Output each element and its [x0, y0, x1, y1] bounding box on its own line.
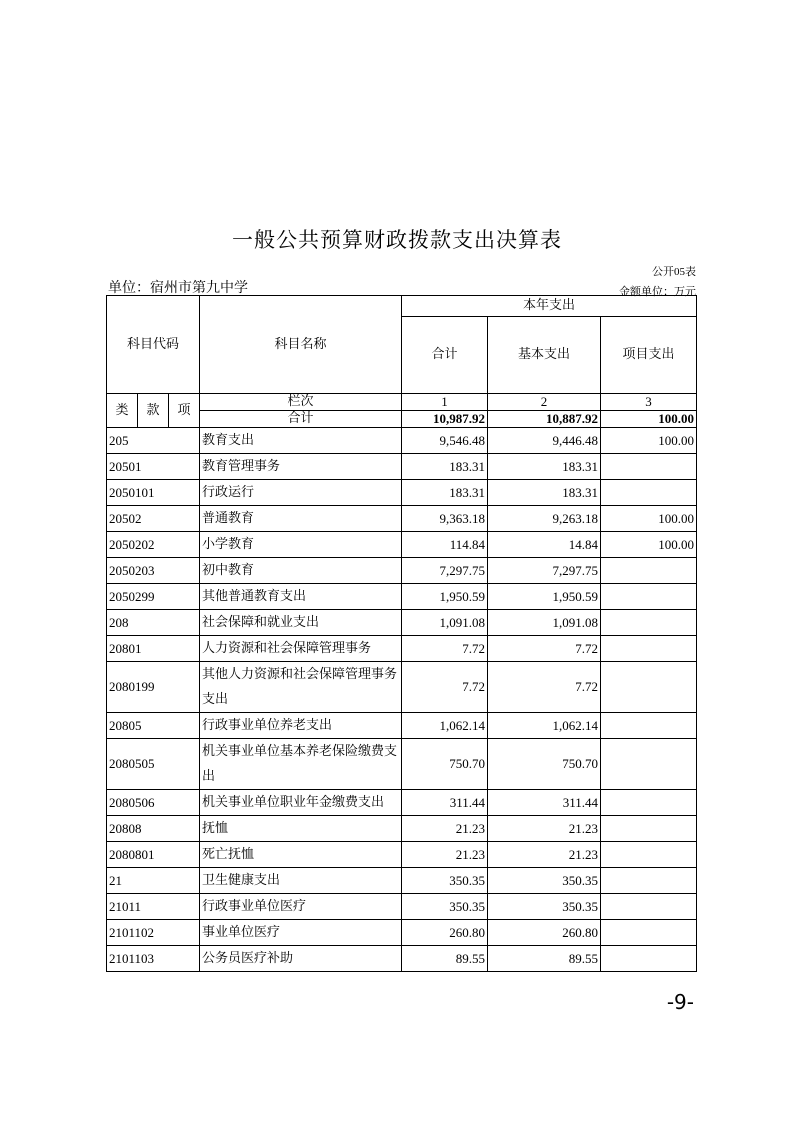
basic-cell: 1,062.14	[488, 713, 601, 739]
project-cell	[601, 946, 697, 972]
basic-cell: 7.72	[488, 636, 601, 662]
table-row	[107, 558, 697, 584]
basic-cell: 750.70	[488, 739, 601, 790]
table-row	[107, 713, 697, 739]
basic-cell: 1,091.08	[488, 610, 601, 636]
project-cell	[601, 894, 697, 920]
column-index-1: 1	[402, 394, 488, 411]
subject-name-cell: 其他普通教育支出	[200, 584, 402, 610]
basic-cell: 350.35	[488, 894, 601, 920]
subject-code-cell: 2080505	[107, 739, 200, 790]
table-row	[107, 584, 697, 610]
project-cell: 100.00	[601, 506, 697, 532]
subject-code-cell: 20501	[107, 454, 200, 480]
total-row-total: 10,987.92	[402, 411, 488, 428]
subject-name-cell: 初中教育	[200, 558, 402, 584]
total-cell: 750.70	[402, 739, 488, 790]
project-cell	[601, 920, 697, 946]
subject-code-cell: 20808	[107, 816, 200, 842]
subject-name-cell: 卫生健康支出	[200, 868, 402, 894]
amount-unit-label: 金额单位：万元	[619, 286, 696, 298]
subject-name-cell: 小学教育	[200, 532, 402, 558]
total-row-project: 100.00	[601, 411, 697, 428]
lei-header: 类	[107, 394, 138, 428]
project-cell	[601, 610, 697, 636]
total-cell: 1,091.08	[402, 610, 488, 636]
basic-cell: 1,950.59	[488, 584, 601, 610]
subject-code-cell: 2050202	[107, 532, 200, 558]
basic-cell: 350.35	[488, 868, 601, 894]
subject-code-cell: 20805	[107, 713, 200, 739]
total-row-basic: 10,887.92	[488, 411, 601, 428]
table-row	[107, 662, 697, 713]
subject-code-cell: 21011	[107, 894, 200, 920]
total-cell: 183.31	[402, 454, 488, 480]
project-cell	[601, 816, 697, 842]
subject-name-cell: 抚恤	[200, 816, 402, 842]
project-header: 项目支出	[601, 317, 697, 394]
project-cell	[601, 739, 697, 790]
basic-cell: 7.72	[488, 662, 601, 713]
page-title: 一般公共预算财政拨款支出决算表	[232, 228, 562, 252]
subject-name-cell: 行政运行	[200, 480, 402, 506]
basic-cell: 183.31	[488, 454, 601, 480]
current-year-header: 本年支出	[402, 296, 697, 317]
page-number: -9-	[666, 990, 694, 1014]
total-cell: 1,062.14	[402, 713, 488, 739]
total-cell: 89.55	[402, 946, 488, 972]
basic-cell: 311.44	[488, 790, 601, 816]
basic-cell: 9,446.48	[488, 428, 601, 454]
subject-name-cell: 机关事业单位基本养老保险缴费支出	[200, 739, 402, 790]
project-cell	[601, 584, 697, 610]
project-cell	[601, 454, 697, 480]
total-header: 合计	[402, 317, 488, 394]
subject-code-cell: 2050101	[107, 480, 200, 506]
subject-code-cell: 2080199	[107, 662, 200, 713]
total-row-label: 合计	[200, 411, 402, 428]
table-row	[107, 428, 697, 454]
table-row	[107, 532, 697, 558]
project-cell	[601, 480, 697, 506]
basic-cell: 183.31	[488, 480, 601, 506]
total-cell: 7.72	[402, 662, 488, 713]
subject-name-cell: 普通教育	[200, 506, 402, 532]
column-index-label: 栏次	[200, 394, 402, 411]
subject-name-cell: 事业单位医疗	[200, 920, 402, 946]
name-header: 科目名称	[200, 296, 402, 394]
column-index-3: 3	[601, 394, 697, 411]
subject-name-cell: 教育管理事务	[200, 454, 402, 480]
total-cell: 21.23	[402, 816, 488, 842]
project-cell: 100.00	[601, 428, 697, 454]
table-row	[107, 868, 697, 894]
table-row	[107, 610, 697, 636]
subject-code-cell: 20502	[107, 506, 200, 532]
project-cell	[601, 790, 697, 816]
basic-cell: 21.23	[488, 842, 601, 868]
subject-name-cell: 行政事业单位医疗	[200, 894, 402, 920]
basic-cell: 7,297.75	[488, 558, 601, 584]
subject-code-cell: 2080801	[107, 842, 200, 868]
table-row	[107, 894, 697, 920]
subject-code-cell: 205	[107, 428, 200, 454]
total-cell: 350.35	[402, 894, 488, 920]
subject-name-cell: 社会保障和就业支出	[200, 610, 402, 636]
project-cell: 100.00	[601, 532, 697, 558]
table-row	[107, 480, 697, 506]
subject-name-cell: 行政事业单位养老支出	[200, 713, 402, 739]
project-cell	[601, 868, 697, 894]
table-row	[107, 816, 697, 842]
basic-cell: 14.84	[488, 532, 601, 558]
subject-code-cell: 2080506	[107, 790, 200, 816]
subject-code-cell: 208	[107, 610, 200, 636]
subject-name-cell: 教育支出	[200, 428, 402, 454]
table-row	[107, 506, 697, 532]
table-row	[107, 454, 697, 480]
basic-cell: 9,263.18	[488, 506, 601, 532]
project-cell	[601, 558, 697, 584]
subject-code-cell: 2050203	[107, 558, 200, 584]
total-cell: 9,363.18	[402, 506, 488, 532]
total-cell: 311.44	[402, 790, 488, 816]
subject-code-cell: 2101103	[107, 946, 200, 972]
subject-name-cell: 机关事业单位职业年金缴费支出	[200, 790, 402, 816]
code-header: 科目代码	[107, 296, 200, 394]
subject-code-cell: 2101102	[107, 920, 200, 946]
table-row	[107, 920, 697, 946]
total-cell: 350.35	[402, 868, 488, 894]
subject-name-cell: 其他人力资源和社会保障管理事务支出	[200, 662, 402, 713]
total-cell: 183.31	[402, 480, 488, 506]
basic-cell: 21.23	[488, 816, 601, 842]
subject-name-cell: 公务员医疗补助	[200, 946, 402, 972]
form-number: 公开05表	[652, 266, 696, 278]
basic-cell: 260.80	[488, 920, 601, 946]
project-cell	[601, 713, 697, 739]
total-cell: 9,546.48	[402, 428, 488, 454]
project-cell	[601, 842, 697, 868]
project-cell	[601, 636, 697, 662]
total-cell: 260.80	[402, 920, 488, 946]
table-row	[107, 946, 697, 972]
basic-header: 基本支出	[488, 317, 601, 394]
table-row	[107, 636, 697, 662]
subject-code-cell: 21	[107, 868, 200, 894]
total-cell: 7,297.75	[402, 558, 488, 584]
table-row	[107, 790, 697, 816]
kuan-header: 款	[138, 394, 169, 428]
subject-name-cell: 死亡抚恤	[200, 842, 402, 868]
table-row	[107, 739, 697, 790]
subject-name-cell: 人力资源和社会保障管理事务	[200, 636, 402, 662]
table-row	[107, 842, 697, 868]
total-cell: 21.23	[402, 842, 488, 868]
xiang-header: 项	[169, 394, 200, 428]
subject-code-cell: 2050299	[107, 584, 200, 610]
basic-cell: 89.55	[488, 946, 601, 972]
project-cell	[601, 662, 697, 713]
total-cell: 114.84	[402, 532, 488, 558]
unit-label: 单位：宿州市第九中学	[108, 281, 248, 296]
expenditure-table	[106, 295, 697, 972]
column-index-2: 2	[488, 394, 601, 411]
total-cell: 7.72	[402, 636, 488, 662]
total-cell: 1,950.59	[402, 584, 488, 610]
subject-code-cell: 20801	[107, 636, 200, 662]
